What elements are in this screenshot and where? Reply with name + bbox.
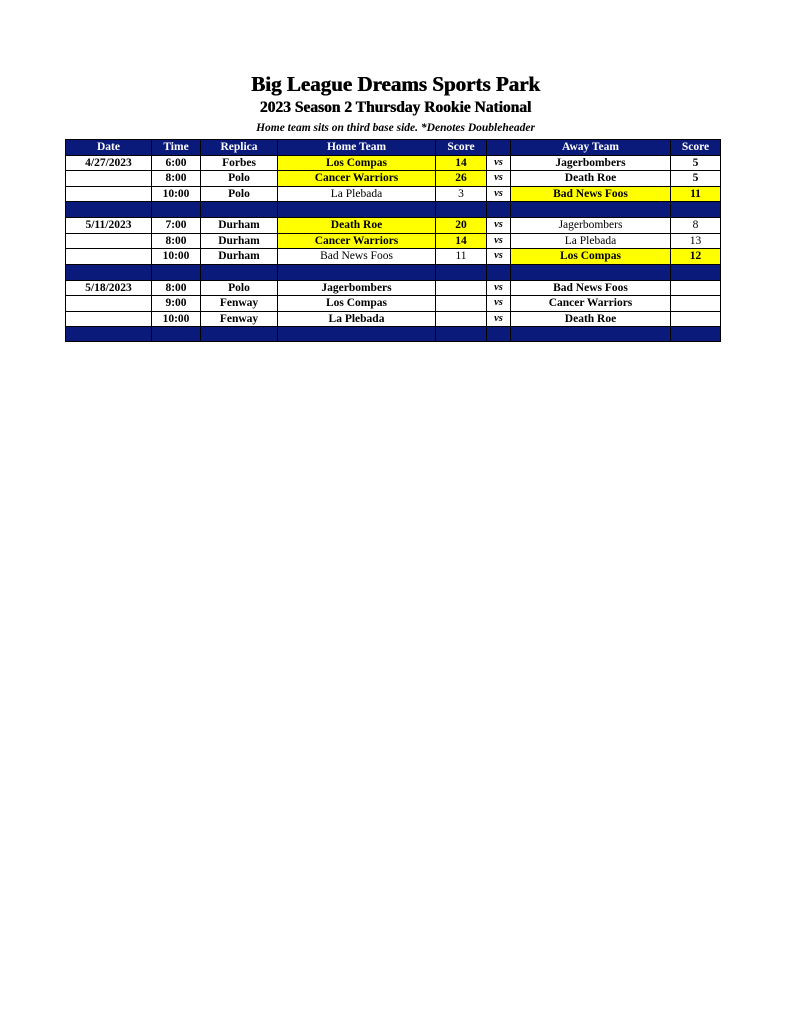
home-team: Los Compas [278, 296, 436, 312]
home-team: Cancer Warriors [278, 233, 436, 249]
table-row [66, 218, 721, 234]
home-team: Cancer Warriors [278, 171, 436, 187]
away-team: Jagerbombers [511, 218, 671, 234]
home-score [436, 311, 487, 327]
away-score [671, 311, 721, 327]
home-team: Jagerbombers [278, 280, 436, 296]
vs-label: vs [487, 296, 511, 312]
header-home-team: Home Team [278, 140, 436, 156]
game-date: 5/11/2023 [66, 218, 152, 234]
vs-label: vs [487, 218, 511, 234]
away-score [671, 296, 721, 312]
game-date [66, 171, 152, 187]
game-date [66, 311, 152, 327]
home-score: 14 [436, 233, 487, 249]
away-team: Jagerbombers [511, 155, 671, 171]
home-score: 14 [436, 155, 487, 171]
game-field: Polo [201, 171, 278, 187]
game-field: Forbes [201, 155, 278, 171]
game-time: 7:00 [152, 218, 201, 234]
game-time: 10:00 [152, 311, 201, 327]
header-home-score: Score [436, 140, 487, 156]
header-vs [487, 140, 511, 156]
game-field: Fenway [201, 296, 278, 312]
game-time: 8:00 [152, 171, 201, 187]
home-team: Bad News Foos [278, 249, 436, 265]
home-score: 26 [436, 171, 487, 187]
away-team: Bad News Foos [511, 186, 671, 202]
away-team: Death Roe [511, 171, 671, 187]
away-score: 5 [671, 155, 721, 171]
table-header-row [66, 140, 721, 156]
game-date [66, 233, 152, 249]
table-row [66, 155, 721, 171]
schedule-table [65, 139, 721, 342]
game-date: 5/18/2023 [66, 280, 152, 296]
away-team: Los Compas [511, 249, 671, 265]
vs-label: vs [487, 171, 511, 187]
page-subtitle: 2023 Season 2 Thursday Rookie National [259, 99, 532, 116]
header-date: Date [66, 140, 152, 156]
header-away-team: Away Team [511, 140, 671, 156]
game-time: 8:00 [152, 280, 201, 296]
away-score: 13 [671, 233, 721, 249]
game-time: 10:00 [152, 186, 201, 202]
home-team: La Plebada [278, 186, 436, 202]
week-separator [66, 327, 721, 342]
away-score: 5 [671, 171, 721, 187]
away-score: 8 [671, 218, 721, 234]
away-score [671, 280, 721, 296]
home-team: Death Roe [278, 218, 436, 234]
vs-label: vs [487, 249, 511, 265]
week-separator [66, 264, 721, 280]
header-time: Time [152, 140, 201, 156]
table-row [66, 186, 721, 202]
game-time: 6:00 [152, 155, 201, 171]
table-row [66, 296, 721, 312]
game-date [66, 249, 152, 265]
game-time: 9:00 [152, 296, 201, 312]
home-team: Los Compas [278, 155, 436, 171]
home-team: La Plebada [278, 311, 436, 327]
game-field: Durham [201, 233, 278, 249]
vs-label: vs [487, 186, 511, 202]
header-away-score: Score [671, 140, 721, 156]
away-team: Death Roe [511, 311, 671, 327]
home-score: 20 [436, 218, 487, 234]
away-team: La Plebada [511, 233, 671, 249]
vs-label: vs [487, 311, 511, 327]
table-row [66, 249, 721, 265]
home-score [436, 296, 487, 312]
table-row [66, 171, 721, 187]
game-date [66, 186, 152, 202]
page-title: Big League Dreams Sports Park [251, 72, 540, 96]
away-team: Bad News Foos [511, 280, 671, 296]
game-field: Polo [201, 186, 278, 202]
game-time: 8:00 [152, 233, 201, 249]
table-row [66, 280, 721, 296]
game-date [66, 296, 152, 312]
game-field: Durham [201, 249, 278, 265]
game-date: 4/27/2023 [66, 155, 152, 171]
table-row [66, 311, 721, 327]
table-row [66, 233, 721, 249]
game-field: Polo [201, 280, 278, 296]
home-score: 11 [436, 249, 487, 265]
week-separator [66, 202, 721, 218]
header-replica: Replica [201, 140, 278, 156]
game-field: Durham [201, 218, 278, 234]
away-score: 11 [671, 186, 721, 202]
vs-label: vs [487, 233, 511, 249]
away-score: 12 [671, 249, 721, 265]
home-score [436, 280, 487, 296]
vs-label: vs [487, 155, 511, 171]
schedule-note: Home team sits on third base side. *Denotes Doubleheader [256, 122, 535, 134]
away-team: Cancer Warriors [511, 296, 671, 312]
game-time: 10:00 [152, 249, 201, 265]
home-score: 3 [436, 186, 487, 202]
vs-label: vs [487, 280, 511, 296]
game-field: Fenway [201, 311, 278, 327]
